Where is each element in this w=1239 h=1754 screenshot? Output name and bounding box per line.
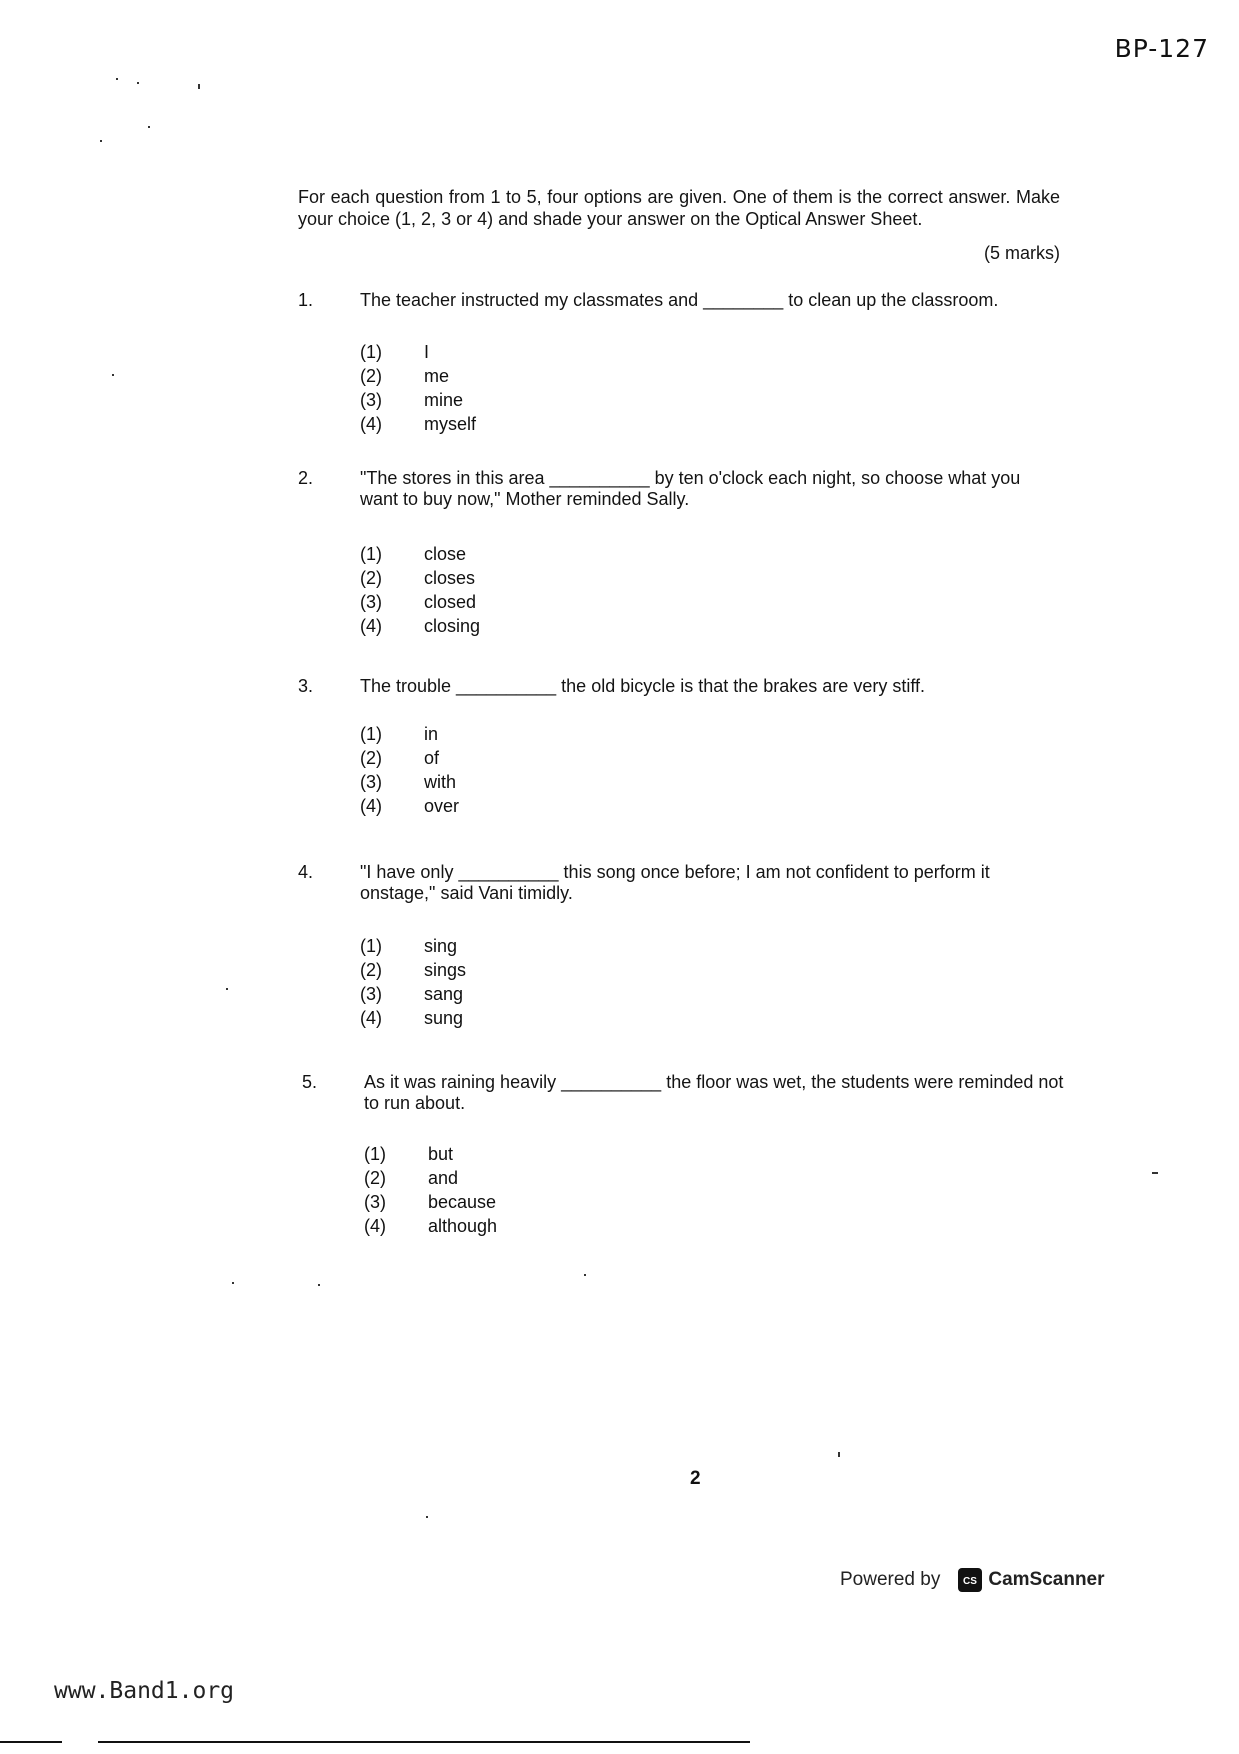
- option-1: [360, 722, 459, 746]
- scan-speck: [226, 988, 228, 990]
- scan-speck: [137, 82, 139, 84]
- marks-label: (5 marks): [984, 243, 1060, 263]
- scan-speck: [112, 374, 114, 376]
- scan-speck: [198, 84, 200, 89]
- option-text: because: [428, 1192, 497, 1212]
- option-number: (2): [360, 366, 382, 386]
- option-number: (3): [360, 592, 382, 612]
- options-list: [364, 1142, 497, 1238]
- option-number: (1): [360, 936, 382, 956]
- question-text: The trouble __________ the old bicycle is that the brakes are very stiff.: [360, 676, 926, 696]
- option-number: (1): [364, 1144, 386, 1164]
- option-number: (1): [360, 342, 382, 362]
- scan-speck: [116, 78, 118, 80]
- scan-speck: [426, 1516, 428, 1518]
- question-number: 5.: [302, 1072, 318, 1092]
- question-number: 2.: [298, 468, 314, 488]
- camscanner-badge: [958, 1568, 1104, 1592]
- option-number: (2): [360, 748, 382, 768]
- option-number: (2): [364, 1168, 386, 1188]
- options-list: [360, 934, 466, 1030]
- option-number: (3): [360, 772, 382, 792]
- scan-speck: [100, 140, 102, 142]
- question-text: The teacher instructed my classmates and ________ to clean up the classroom.: [360, 290, 999, 310]
- option-3: [360, 388, 476, 412]
- option-1: [364, 1142, 497, 1166]
- option-text: myself: [424, 414, 477, 434]
- option-text: of: [424, 748, 440, 768]
- option-4: [360, 794, 459, 818]
- option-text: with: [424, 772, 457, 792]
- question-text: As it was raining heavily __________ the floor was wet, the students were reminded not to run about.: [364, 1072, 1064, 1113]
- page-code: BP-127: [1114, 34, 1209, 63]
- option-text: closing: [424, 616, 481, 636]
- option-3: [360, 770, 459, 794]
- option-number: (3): [364, 1192, 386, 1212]
- option-number: (2): [360, 568, 382, 588]
- options-list: [360, 542, 480, 638]
- option-text: closed: [424, 592, 477, 612]
- option-2: [360, 746, 459, 770]
- option-text: although: [428, 1216, 498, 1236]
- option-text: sings: [424, 960, 467, 980]
- question-text: "The stores in this area __________ by ten o'clock each night, so choose what you want to buy now," Mother reminded Sally.: [360, 468, 1021, 509]
- camscanner-brand: CamScanner: [988, 1569, 1105, 1590]
- option-text: and: [428, 1168, 459, 1188]
- bottom-rule-main: [98, 1741, 750, 1743]
- option-1: [360, 340, 476, 364]
- scan-speck: [148, 126, 150, 128]
- option-2: [360, 364, 476, 388]
- camscanner-logo-icon: [958, 1568, 982, 1592]
- option-number: (3): [360, 390, 382, 410]
- option-4: [364, 1214, 497, 1238]
- option-text: sung: [424, 1008, 464, 1028]
- option-1: [360, 542, 480, 566]
- option-text: sing: [424, 936, 458, 956]
- option-4: [360, 614, 480, 638]
- option-number: (4): [360, 414, 382, 434]
- option-2: [360, 566, 480, 590]
- question-number: 3.: [298, 676, 314, 696]
- option-1: [360, 934, 466, 958]
- option-2: [364, 1166, 497, 1190]
- scan-speck: [318, 1284, 320, 1286]
- option-text: me: [424, 366, 450, 386]
- powered-by-watermark: [840, 1568, 1105, 1592]
- option-text: I: [424, 342, 430, 362]
- option-number: (4): [360, 796, 382, 816]
- options-list: [360, 722, 459, 818]
- scan-speck: [584, 1274, 586, 1276]
- bottom-rule-left: [0, 1741, 62, 1743]
- option-text: but: [428, 1144, 454, 1164]
- option-3: [364, 1190, 497, 1214]
- options-list: [360, 340, 476, 436]
- option-number: (4): [364, 1216, 386, 1236]
- question-number: 4.: [298, 862, 314, 882]
- page-number: 2: [690, 1468, 701, 1489]
- option-2: [360, 958, 466, 982]
- option-number: (2): [360, 960, 382, 980]
- question-number: 1.: [298, 290, 314, 310]
- option-text: mine: [424, 390, 464, 410]
- option-3: [360, 982, 466, 1006]
- option-text: in: [424, 724, 439, 744]
- option-number: (4): [360, 1008, 382, 1028]
- question-text: "I have only __________ this song once before; I am not confident to perform it onstage," said Vani timidly.: [360, 862, 990, 903]
- option-text: sang: [424, 984, 464, 1004]
- option-number: (3): [360, 984, 382, 1004]
- option-number: (1): [360, 544, 382, 564]
- website-url: www.Band1.org: [54, 1678, 235, 1704]
- powered-by-label: Powered by: [840, 1569, 941, 1590]
- option-4: [360, 1006, 466, 1030]
- option-text: closes: [424, 568, 476, 588]
- option-number: (1): [360, 724, 382, 744]
- option-text: close: [424, 544, 467, 564]
- scan-speck: [838, 1452, 840, 1457]
- scan-speck: [232, 1282, 234, 1284]
- instructions-text: For each question from 1 to 5, four options are given. One of them is the correct answer. Make your choice (1, 2, 3 or 4) and shade your answer on the Optical Answer Sheet.: [298, 187, 1060, 229]
- option-3: [360, 590, 480, 614]
- option-number: (4): [360, 616, 382, 636]
- svg-text:CS: CS: [963, 1576, 978, 1587]
- option-4: [360, 412, 476, 436]
- scan-speck: [1152, 1172, 1158, 1174]
- option-text: over: [424, 796, 460, 816]
